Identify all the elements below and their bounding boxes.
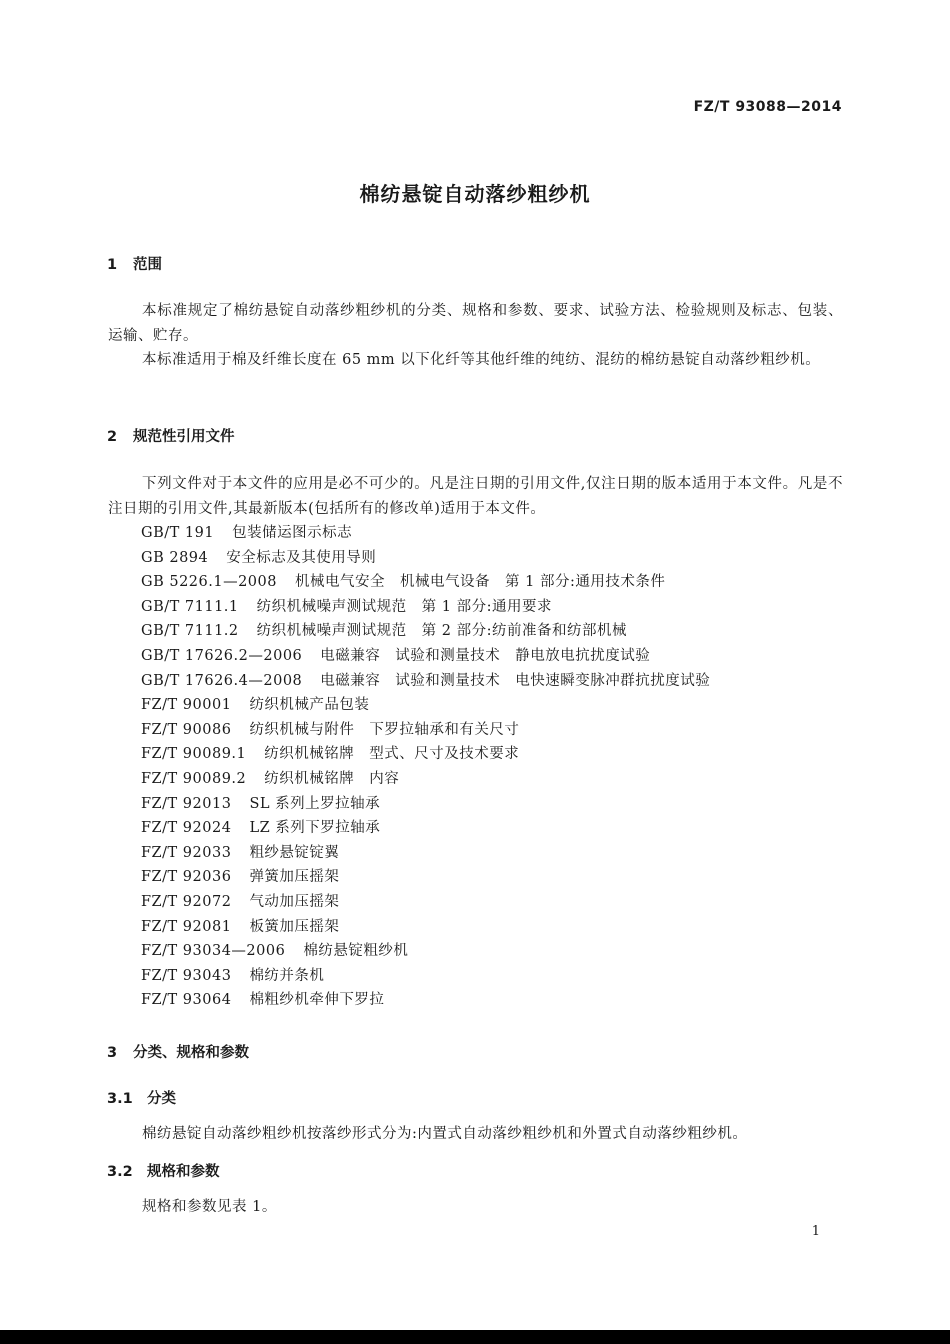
section-number: 1 — [107, 257, 118, 273]
section-3-1-heading — [107, 1087, 176, 1108]
reference-list — [141, 521, 710, 1013]
reference-item: FZ/T 92033 粗纱悬锭锭翼 — [141, 844, 340, 861]
reference-item: GB/T 7111.2 纺织机械噪声测试规范 第 2 部分:纺前准备和纺部机械 — [141, 623, 627, 640]
page-number: 1 — [811, 1224, 820, 1239]
section-title: 范围 — [133, 257, 162, 273]
reference-item: FZ/T 92036 弹簧加压摇架 — [141, 869, 340, 886]
scope-paragraph-2: 本标准适用于棉及纤维长度在 65 mm 以下化纤等其他纤维的纯纺、混纺的棉纺悬锭自动落纱粗纱机。 — [142, 352, 821, 368]
reference-item: GB/T 17626.2—2006 电磁兼容 试验和测量技术 静电放电抗扰度试验 — [141, 647, 651, 664]
reference-item: FZ/T 93034—2006 棉纺悬锭粗纱机 — [141, 943, 409, 960]
section-number: 3 — [107, 1045, 118, 1061]
specs-paragraph: 规格和参数见表 1。 — [142, 1199, 277, 1215]
reference-item: GB/T 17626.4—2008 电磁兼容 试验和测量技术 电快速瞬变脉冲群抗扰度试验 — [141, 672, 711, 689]
section-3-heading — [107, 1041, 249, 1062]
reference-item: FZ/T 90086 纺织机械与附件 下罗拉轴承和有关尺寸 — [141, 721, 520, 738]
section-title: 规格和参数 — [147, 1164, 220, 1180]
section-title: 规范性引用文件 — [133, 429, 235, 445]
reference-item: GB 5226.1—2008 机械电气安全 机械电气设备 第 1 部分:通用技术条件 — [141, 574, 666, 591]
reference-item: FZ/T 92081 板簧加压摇架 — [141, 918, 340, 935]
reference-item: GB/T 191 包装储运图示标志 — [141, 525, 353, 541]
section-title: 分类 — [147, 1091, 176, 1107]
section-number: 3.2 — [107, 1164, 133, 1180]
section-3-2-heading — [107, 1160, 220, 1181]
reference-item: GB 2894 安全标志及其使用导则 — [141, 549, 377, 566]
classification-paragraph: 棉纺悬锭自动落纱粗纱机按落纱形式分为:内置式自动落纱粗纱机和外置式自动落纱粗纱机。 — [142, 1126, 748, 1142]
reference-item: FZ/T 92013 SL 系列上罗拉轴承 — [141, 795, 381, 812]
reference-item: FZ/T 93064 棉粗纱机牵伸下罗拉 — [141, 992, 385, 1009]
references-intro: 下列文件对于本文件的应用是必不可少的。凡是注日期的引用文件,仅注日期的版本适用于本文件。凡是不注日期的引用文件,其最新版本(包括所有的修改单)适用于本文件。 — [108, 476, 843, 517]
section-title: 分类、规格和参数 — [133, 1045, 249, 1061]
reference-item: FZ/T 90001 纺织机械产品包装 — [141, 697, 370, 714]
document-title: 棉纺悬锭自动落纱粗纱机 — [359, 182, 591, 206]
bottom-edge-bar — [0, 1330, 950, 1344]
reference-item: FZ/T 93043 棉纺并条机 — [141, 967, 325, 984]
reference-item: FZ/T 92024 LZ 系列下罗拉轴承 — [141, 820, 381, 837]
scope-paragraph-1: 本标准规定了棉纺悬锭自动落纱粗纱机的分类、规格和参数、要求、试验方法、检验规则及标志、包装、运输、贮存。 — [108, 303, 843, 344]
reference-item: GB/T 7111.1 纺织机械噪声测试规范 第 1 部分:通用要求 — [141, 598, 552, 615]
reference-item: FZ/T 90089.2 纺织机械铭牌 内容 — [141, 770, 400, 787]
reference-item: FZ/T 92072 气动加压摇架 — [141, 893, 340, 910]
section-2-heading — [107, 425, 235, 446]
reference-item: FZ/T 90089.1 纺织机械铭牌 型式、尺寸及技术要求 — [141, 746, 520, 763]
section-number: 2 — [107, 429, 118, 445]
section-number: 3.1 — [107, 1091, 133, 1107]
section-1-heading — [107, 253, 162, 274]
standard-code: FZ/T 93088—2014 — [693, 99, 842, 115]
